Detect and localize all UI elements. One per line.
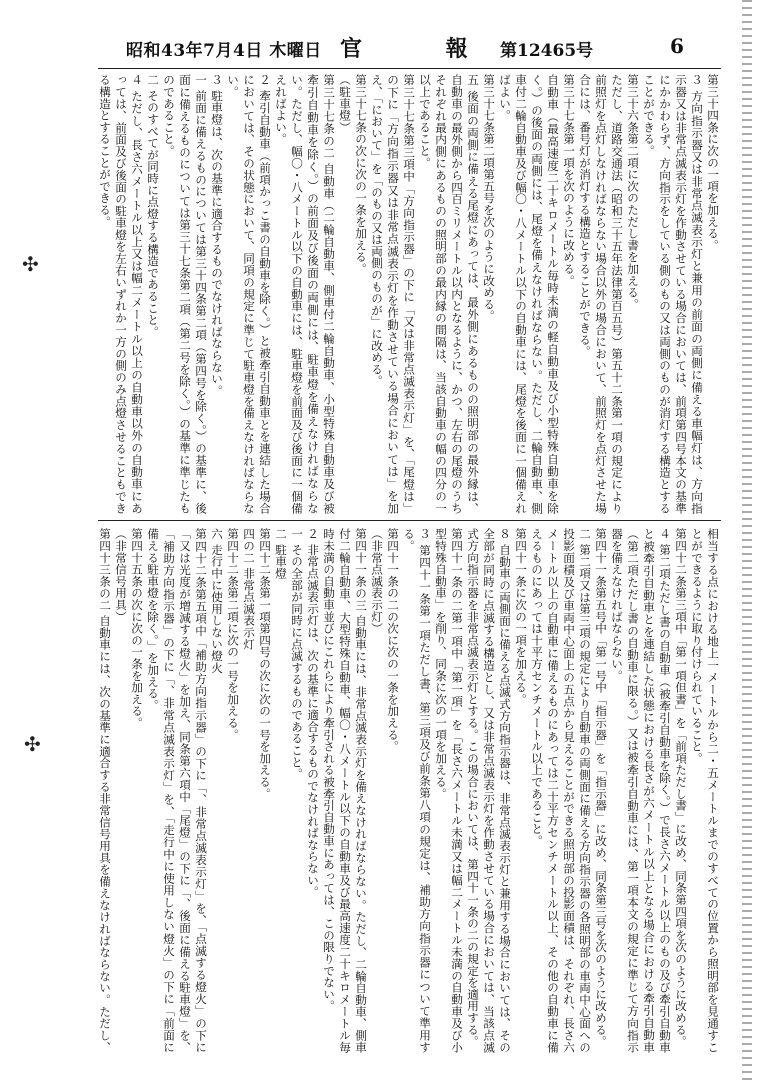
tier-divider [98, 520, 721, 521]
paragraph: 第三十七条の二 自動車（二輪自動車、側車付二輪自動車、小型特殊自動車及び被牽引自動車を除く。）の前面及び後面の両側には、駐車燈を備えなければならない。ただし、幅〇・八メートル以下の自動車には、駐車燈を前面及び後面に一個備えればよい。 [274, 74, 336, 514]
paragraph: ２ 非常点滅表示灯は、次の基準に適合するものでなければならない。 [306, 528, 320, 898]
paragraph: 四の二 非常点滅表示灯 [242, 528, 256, 650]
margin-mark: ✣ [24, 732, 41, 756]
text-block-top [98, 74, 721, 514]
paragraph: 第三十六条第二項に次のただし書を加える。 [626, 74, 640, 310]
paragraph: ３ 第四十一条第一項ただし書、第三項及び前条第八項の規定は、補助方向指示器について準用する。 [402, 528, 432, 1053]
paragraph: ３ 駐車燈は、次の基準に適合するものでなければならない。 [210, 74, 224, 397]
paragraph: 五 後面の両側に備える尾燈にあっては、最外側にあるものの照明部の最外縁は、自動車の最外側から四百ミリメートル以内となるように、かつ、左右の尾燈のうちそれぞれ最内側にあるものの照明部の最内縁の間隔は、当該自動車の幅の四分の一以上であること。 [418, 74, 480, 514]
paragraph: ４ ただし、長さ六メートル以上又は幅二メートル以上の自動車以外の自動車にあっては、前面及び後面の駐車燈を左右いずれか一方の側のみ点燈させることもできる構造とすることができる。 [98, 74, 144, 514]
paragraph: 第四十一条の二第一項中「第一項」を「長さ六メートル未満又は幅二メートル未満の自動車及び小型特殊自動車」を削り、同条に次の一項を加える。 [434, 528, 464, 1053]
paragraph: 第三十四条に次の一項を加える。 [706, 74, 720, 251]
paragraph: 第四十二条第一項第四号の次に次の一号を加える。 [258, 528, 272, 800]
paragraph: 一 その全部が同時に点滅するものであること。 [290, 528, 304, 780]
gazette-title: 官 報 [340, 36, 506, 62]
paragraph: 二 駐車燈 [274, 528, 288, 580]
paragraph: ４ 第二項ただし書の自動車（被牽引自動車を除く。）で長さ六メートル以上のもの及び牽引自動車と被牽引自動車とを連結した状態における長さが六メートル以上となる場合における牽引自動車（第二項ただし書の自動車に限る。）又は被牽引自動車には、第一項本文の規定に準じて方向指示器を備えなければならない。 [610, 528, 672, 1053]
binding-edge [742, 0, 752, 1083]
paragraph: 二 第二項又は第三項の規定により自動車の両側面に備える方向指示器の各照明部の車両中心面への投影面積及び車両中心面上の五点から見えることができる照明部の投影面積は、それぞれ、長さ六メートル以上の自動車に備えるものにあっては二十平方センチメートル以上、その他の自動車に備えるものにあっては十平方センチメートル以上であること。 [530, 528, 592, 1053]
body-text-bottom [98, 528, 721, 1053]
paragraph: 六 走行中に使用しない燈火 [210, 528, 224, 674]
paragraph: ８ 自動車の両側面に備える点滅式方向指示器は、非常点滅表示灯と兼用する場合においては、その全部が同時に点滅する構造とし、又は非常点滅表示灯を作動させている場合においては、当該点滅式方向指示器を非常点滅表示灯とする。この場合においては、第四十一条の二の規定を適用する。 [466, 528, 512, 1053]
header-rule [98, 68, 721, 69]
paragraph: 第四十一条第五号中「第一号中「指示器」を「指示器」に改め、同条第三号を次のように改める。 [594, 528, 608, 1048]
paragraph: ２ 牽引自動車（前項かっこ書の自動車を除く。）と被牽引自動車とを連結した場合においては、その状態において、同項の規定に準じて駐車燈を備えなければならない。 [226, 74, 272, 514]
page-number: 6 [670, 34, 684, 58]
margin-mark: ✣ [22, 252, 39, 276]
paragraph: （駐車燈） [338, 74, 352, 133]
paragraph: ただし、道路交通法（昭和三十五年法律第百五号）第五十二条第一項の規定により前照灯を点灯しなければならない場合以外の場合において、前照灯を点灯させた場合には、番号灯が消灯する構造とすることができる。 [578, 74, 624, 514]
paragraph: 自動車（最高速度二十キロメートル毎時未満の軽自動車及び小型特殊自動車を除く。）の後面の両側には、尾燈を備えなければならない。ただし、二輪自動車、側車付二輪自動車及び幅〇・八メートル以下の自動車には、尾燈を後面に一個備えればよい。 [498, 74, 560, 514]
body-text-top [98, 74, 721, 514]
paragraph: 第四十二条第二項に次の一号を加える。 [226, 528, 240, 741]
paragraph: 第三十七条第三項中「方向指示器」の下に「又は非常点滅表示灯」を、「尾燈は」の下に「方向指示器又は非常点滅表示灯を作動させている場合においては」を加え、「において」を「のもの又は両側のものが」に改める。 [370, 74, 416, 514]
paragraph: 第四十一条の二の次に次の一条を加える。 [386, 528, 400, 753]
paragraph: 第四十三条の二 自動車には、次の基準に適合する非常信号用具を備えなければならない。ただし、 [98, 528, 112, 1053]
issue-number: 第12465号 [500, 41, 594, 61]
paragraph: 相当する点における地上一メートルから二・五メートルまでのすべての位置から照明部を見通すことができるように取り付けられていること。 [690, 528, 720, 1053]
paragraph: 一 前面に備えるものについては第三十四条第二項（第四号を除く。）の基準に、後面に備えるものについては第三十七条第二項（第二号を除く。）の基準に準じたものであること。 [162, 74, 208, 514]
paragraph: 第三十七条第二項第五号を次のように改める。 [482, 74, 496, 322]
paragraph: 二 そのすべてが同時に点燈する構造であること。 [146, 74, 160, 338]
paragraph: 第三十七条第一項を次のように改める。 [562, 74, 576, 287]
paragraph: 第四十一条に次の一項を加える。 [514, 528, 528, 705]
paragraph: ３ 方向指示器又は非常点滅表示灯と兼用の前面の両側に備える車幅灯は、方向指示器又は非常点滅表示灯を作動させている場合においては、前項第四号本文の基準にかかわらず、方向指示をしている側のもの又は両側のものが消灯する構造とすることができる。 [642, 74, 704, 514]
paragraph: （非常点滅表示灯） [370, 528, 384, 635]
publication-date: 昭和43年7月4日 木曜日 [126, 41, 322, 61]
paragraph: 第四十二条第五項中「補助方向指示器」の下に「、非常点滅表示灯」を、「点滅する燈火」の下に「又は光度が増減する燈火」を加え、同条第六項中「尾燈」の下に「、後面に備える駐車燈」を、「補助方向指示器」の下に「、非常点滅表示灯」を、「走行中に使用しない燈火」の下に「前面に備える駐車燈を除く。」を加える。 [146, 528, 208, 1053]
paragraph: 第四十二条第三項中「第一項但書」を「前項ただし書」に改め、同条第四項を次のように改める。 [674, 528, 688, 1048]
paragraph: 第三十七条の次に次の一条を加える。 [354, 74, 368, 275]
text-block-bottom [98, 528, 721, 1053]
paragraph: 第四十一条の三 自動車には、非常点滅表示灯を備えなければならない。ただし、二輪自動車、側車付二輪自動車、大型特殊自動車、幅〇・八メートル以下の自動車及び最高速度二十キロメートル毎時未満の自動車並びにこれらにより牽引される被牽引自動車にあっては、この限りでない。 [322, 528, 368, 1053]
paragraph: 第四十五条の次に次の一条を加える。 [130, 528, 144, 729]
paragraph: （非常信号用具） [114, 528, 128, 623]
gazette-header [90, 30, 720, 66]
